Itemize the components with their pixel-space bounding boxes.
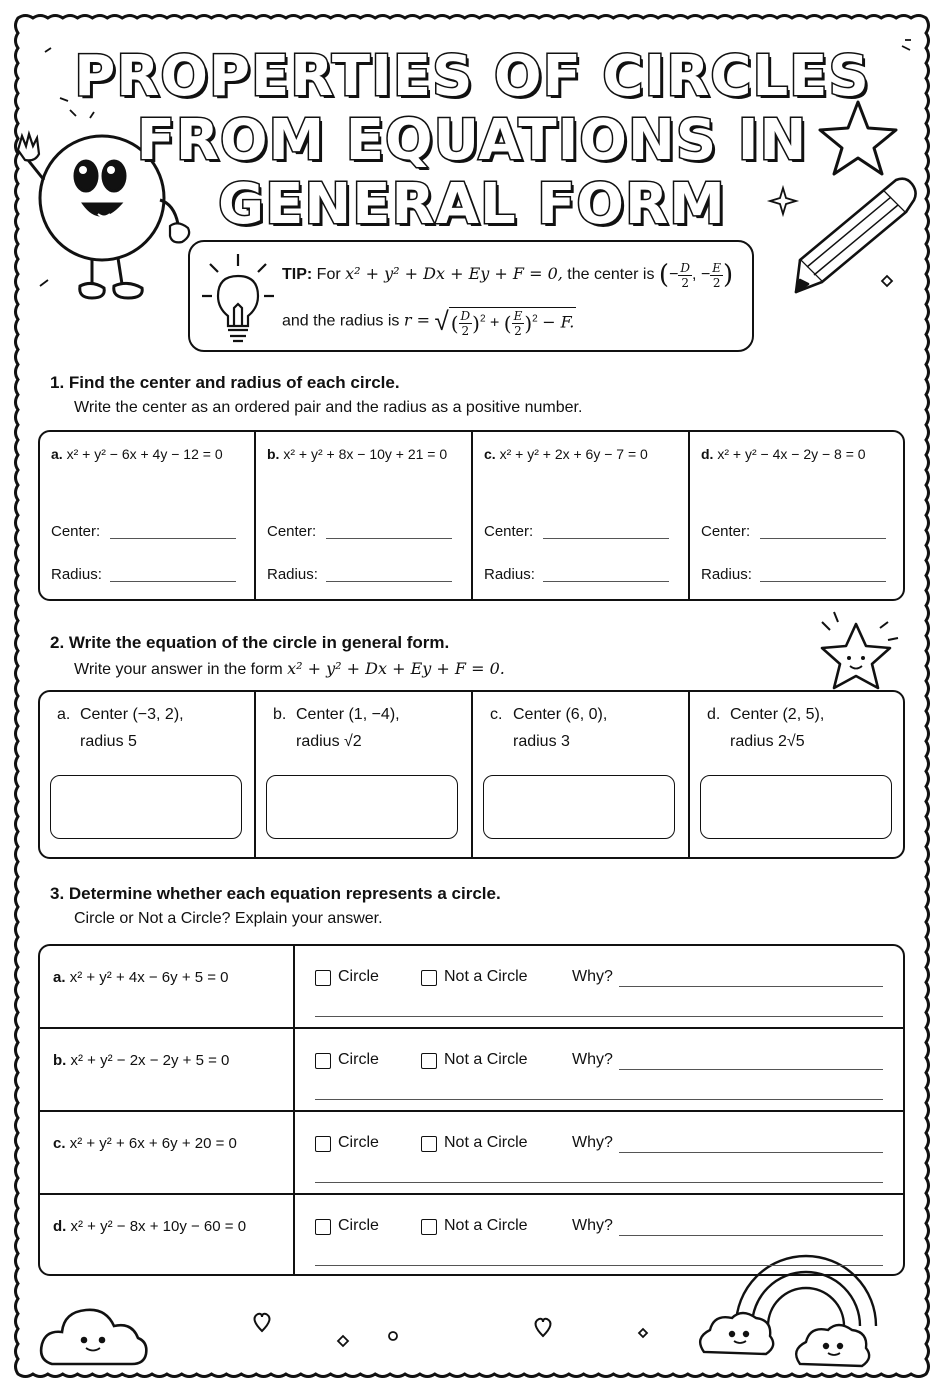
circle-checkbox[interactable] [315, 1136, 331, 1152]
item-letter: c. [484, 446, 496, 462]
q1-divider [471, 430, 473, 601]
tip-general-equation: x² + y² + Dx + Ey + F = 0, [345, 264, 563, 284]
radius-given: radius 5 [80, 733, 137, 750]
equation-answer-box[interactable] [483, 775, 675, 839]
q3-title: 3. Determine whether each equation represents a circle. [50, 884, 501, 903]
radius-answer-line[interactable] [110, 581, 236, 582]
why-label: Why? [572, 1217, 613, 1234]
q2-divider [688, 690, 690, 859]
not-circle-checkbox[interactable] [421, 970, 437, 986]
tip-line-2 [282, 306, 576, 337]
radius-given: radius 2√5 [730, 733, 805, 750]
q3-subtitle: Circle or Not a Circle? Explain your answer. [74, 910, 383, 927]
equation-text: x² + y² + 8x − 10y + 21 = 0 [283, 446, 448, 462]
not-circle-label: Not a Circle [444, 968, 528, 985]
item-letter: b. [273, 706, 287, 723]
q1-divider [688, 430, 690, 601]
title-line-3: GENERAL FORM [218, 172, 726, 237]
radius-label: Radius: [701, 566, 752, 583]
circle-checkbox[interactable] [315, 1219, 331, 1235]
center-answer-line[interactable] [543, 538, 669, 539]
tip-radius-text: and the radius is [282, 312, 400, 330]
frac-num-e: E [513, 308, 523, 323]
heart-icon [255, 1314, 551, 1336]
radius-label: Radius: [484, 566, 535, 583]
center-given: Center (2, 5), [730, 706, 825, 723]
frac-e-over-2-r [512, 310, 525, 337]
q3-row-divider [38, 1110, 905, 1112]
why-answer-line[interactable] [619, 1069, 883, 1070]
frac-num-d: D [680, 260, 691, 275]
q1-equation [267, 446, 447, 462]
paren-close: ) [723, 260, 734, 290]
neg-sign-2: − [700, 266, 711, 284]
circle-label: Circle [338, 1217, 379, 1234]
frac-num-d: D [460, 308, 471, 323]
radius-label: Radius: [267, 566, 318, 583]
q3-row-divider [38, 1193, 905, 1195]
circle-checkbox[interactable] [315, 1053, 331, 1069]
center-answer-line[interactable] [760, 538, 886, 539]
title-line-2: FROM EQUATIONS IN [136, 108, 808, 173]
neg-sign-1: − [669, 266, 679, 284]
equation-text: x² + y² + 6x + 6y + 20 = 0 [69, 1135, 237, 1152]
tip-label: TIP: [282, 266, 313, 284]
frac-e-over-2 [710, 262, 723, 289]
tip-center-text: the center is [567, 266, 655, 284]
center-answer-line[interactable] [110, 538, 236, 539]
center-label: Center: [701, 523, 751, 540]
center-label: Center: [51, 523, 101, 540]
item-letter: d. [53, 1218, 67, 1235]
sqrt-sign: √ [434, 306, 449, 336]
q3-equation [53, 1052, 229, 1069]
not-circle-checkbox[interactable] [421, 1136, 437, 1152]
circle-label: Circle [338, 968, 379, 985]
why-answer-line[interactable] [619, 1235, 883, 1236]
q2-subtitle-prefix: Write your answer in the form [74, 661, 283, 678]
q2-divider [471, 690, 473, 859]
radius-label: Radius: [51, 566, 102, 583]
center-given: Center (−3, 2), [80, 706, 184, 723]
equation-answer-box[interactable] [700, 775, 892, 839]
q1-title: 1. Find the center and radius of each circle. [50, 373, 400, 392]
frac-num-e: E [712, 260, 722, 275]
center-label: Center: [267, 523, 317, 540]
why-label: Why? [572, 1051, 613, 1068]
equation-text: x² + y² − 6x + 4y − 12 = 0 [66, 446, 223, 462]
item-letter: c. [53, 1135, 66, 1152]
why-label: Why? [572, 1134, 613, 1151]
radius-answer-line[interactable] [543, 581, 669, 582]
not-circle-checkbox[interactable] [421, 1053, 437, 1069]
q2-title: 2. Write the equation of the circle in general form. [50, 633, 450, 652]
center-given: Center (1, −4), [296, 706, 400, 723]
q2-subtitle [74, 659, 505, 679]
tip-line-1 [282, 260, 733, 290]
item-letter: b. [53, 1052, 67, 1069]
radius-tail: − F. [542, 312, 575, 332]
q1-equation [484, 446, 648, 462]
radius-given: radius 3 [513, 733, 570, 750]
frac-den: 2 [712, 275, 721, 290]
explanation-line[interactable] [315, 1182, 883, 1183]
tip-box [188, 240, 754, 352]
equation-text: x² + y² − 8x + 10y − 60 = 0 [70, 1218, 247, 1235]
center-answer-line[interactable] [326, 538, 452, 539]
equation-text: x² + y² − 4x − 2y − 8 = 0 [717, 446, 866, 462]
center-given: Center (6, 0), [513, 706, 608, 723]
not-circle-label: Not a Circle [444, 1134, 528, 1151]
circle-label: Circle [338, 1051, 379, 1068]
center-label: Center: [484, 523, 534, 540]
item-letter: d. [707, 706, 721, 723]
frac-den: 2 [514, 323, 522, 338]
q1-equation [51, 446, 223, 462]
item-letter: c. [490, 706, 503, 723]
q3-row-divider [38, 1027, 905, 1029]
tip-prefix: For [316, 266, 341, 284]
q1-subtitle: Write the center as an ordered pair and the radius as a positive number. [74, 399, 583, 416]
why-answer-line[interactable] [619, 986, 883, 987]
explanation-line[interactable] [315, 1265, 883, 1266]
radius-given: radius √2 [296, 733, 362, 750]
item-letter: b. [267, 446, 280, 462]
comma: , [692, 266, 697, 284]
not-circle-label: Not a Circle [444, 1217, 528, 1234]
equation-text: x² + y² − 2x − 2y + 5 = 0 [70, 1052, 230, 1069]
radius-answer-line[interactable] [760, 581, 886, 582]
q1-divider [254, 430, 256, 601]
item-letter: a. [53, 969, 66, 986]
tip-center-formula: ( [658, 260, 670, 290]
title-line-1: PROPERTIES OF CIRCLES [74, 44, 870, 109]
explanation-line[interactable] [315, 1016, 883, 1017]
frac-den: 2 [681, 275, 690, 290]
radius-lhs: r = [403, 310, 430, 330]
q1-equation [701, 446, 866, 462]
item-letter: d. [701, 446, 714, 462]
sqrt-radicand: ( $\frac{D}{2}$ )$^2$ + ( $\frac{E}{2}$ )$^2$ − F. [450, 308, 575, 338]
frac-den: 2 [461, 323, 470, 338]
frac-d-over-2 [678, 262, 692, 289]
equation-answer-box[interactable] [266, 775, 458, 839]
item-letter: a. [51, 446, 63, 462]
q3-equation [53, 969, 229, 986]
radius-answer-line[interactable] [326, 581, 452, 582]
item-letter: a. [57, 706, 71, 723]
cloud-icon [41, 1310, 146, 1364]
why-answer-line[interactable] [619, 1152, 883, 1153]
not-circle-checkbox[interactable] [421, 1219, 437, 1235]
equation-answer-box[interactable] [50, 775, 242, 839]
explanation-line[interactable] [315, 1099, 883, 1100]
why-label: Why? [572, 968, 613, 985]
frac-d-over-2-r [459, 310, 473, 337]
q3-equation [53, 1218, 246, 1235]
q3-equation [53, 1135, 237, 1152]
equation-text: x² + y² + 4x − 6y + 5 = 0 [69, 969, 229, 986]
circle-label: Circle [338, 1134, 379, 1151]
q2-divider [254, 690, 256, 859]
smiling-star-icon [822, 612, 898, 688]
lightbulb-icon [200, 250, 276, 344]
equation-text: x² + y² + 2x + 6y − 7 = 0 [499, 446, 648, 462]
circle-checkbox[interactable] [315, 970, 331, 986]
q2-subtitle-form: x² + y² + Dx + Ey + F = 0. [287, 659, 505, 678]
not-circle-label: Not a Circle [444, 1051, 528, 1068]
